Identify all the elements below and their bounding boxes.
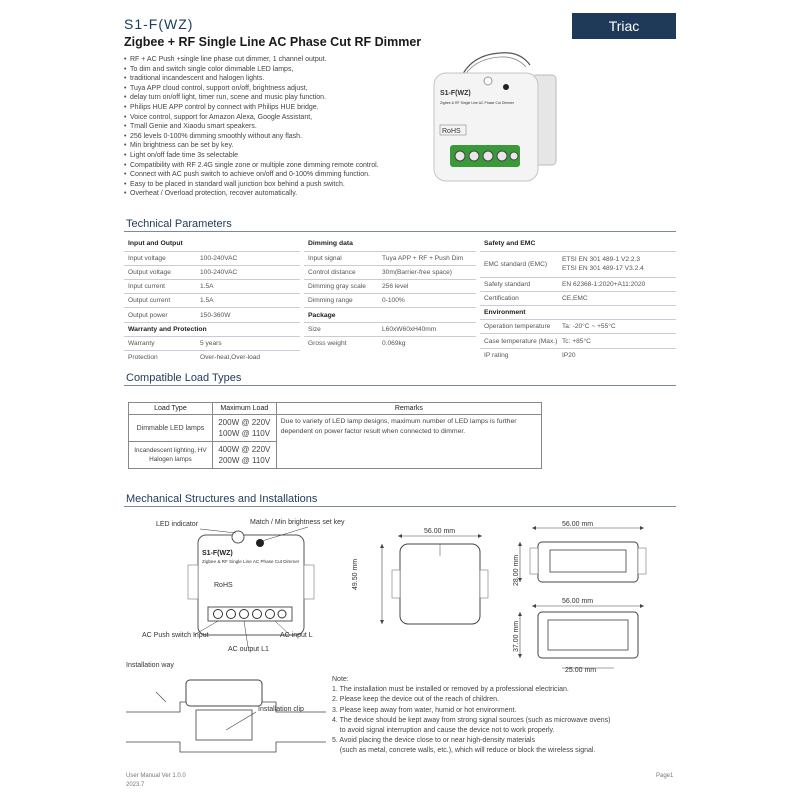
spec-value: 0-100% (378, 294, 476, 308)
install-clip-label: Installation clip (258, 706, 304, 713)
spec-label: Certification (480, 291, 558, 305)
feature-item: • Min brightness can be set by key. (124, 141, 454, 151)
load-header-type: Load Type (129, 403, 213, 415)
device-subtitle-text: Zigbee & RF Single Line AC Phase Cut Dimmer (440, 101, 515, 105)
dim-height-1: 49.50 mm (352, 558, 359, 590)
load-header-remarks: Remarks (276, 403, 541, 415)
note-item: 4. The device should be kept away from strong signal sources (such as microwave ovens) (332, 716, 611, 724)
spec-label: Safety standard (480, 277, 558, 291)
spec-table-safety (480, 237, 676, 362)
spec-section-header: Safety and EMC (484, 240, 536, 248)
label-ac-input: AC input L (280, 632, 313, 639)
spec-label: Control distance (304, 265, 378, 279)
device-rohs-text: RoHS (442, 128, 461, 135)
spec-label: IP rating (480, 348, 558, 362)
note-item: 2. Please keep the device out of the reach of children. (332, 696, 499, 704)
dim-width-1: 56.00 mm (424, 528, 456, 535)
spec-table-io (124, 237, 300, 365)
dim-width-2: 56.00 mm (562, 521, 594, 528)
label-ac-output: AC output L1 (228, 646, 269, 653)
spec-section-header: Warranty and Protection (124, 322, 300, 336)
spec-label: Output voltage (124, 265, 196, 279)
notes-title: Note: (332, 676, 349, 683)
spec-section-header: Environment (480, 306, 676, 320)
spec-label: Size (304, 322, 378, 336)
spec-section-header: Dimming data (308, 240, 353, 248)
note-item: 1. The installation must be installed or removed by a professional electrician. (332, 686, 569, 694)
feature-item: • Compatibility with RF 2.4G single zone or multiple zone dimming remote control. (124, 161, 454, 171)
spec-value: 150-360W (196, 308, 300, 322)
feature-item: • RF + AC Push +single line phase cut dimmer, 1 channel output. (124, 55, 454, 65)
spec-value: Over-heat,Over-load (196, 351, 300, 365)
spec-value: L60xW60xH40mm (378, 322, 476, 336)
spec-label: Input voltage (124, 251, 196, 265)
spec-label: Gross weight (304, 336, 378, 350)
note-item: (such as metal, concrete walls, etc.), which will reduce or block the wireless signal. (332, 747, 596, 755)
feature-item: • To dim and switch single color dimmable LED lamps, (124, 65, 454, 75)
spec-value: Tc: +85°C (558, 334, 676, 348)
spec-value: 0.069kg (378, 336, 476, 350)
spec-section-header: Package (304, 308, 476, 322)
spec-label: Case temperature (Max.) (480, 334, 558, 348)
technical-title: Technical Parameters (126, 218, 232, 230)
load-remarks: Due to variety of LED lamp designs, maximum number of LED lamps is further dependent on power factor result when connected to dimmer. (276, 415, 541, 469)
dim-width-4: 25.00 mm (565, 667, 597, 674)
mechanical-rule (124, 506, 676, 507)
feature-item: • Tuya APP cloud control, support on/off, brightness adjust, (124, 84, 454, 94)
spec-value: 1.5A (196, 294, 300, 308)
spec-label: Input signal (304, 251, 378, 265)
mechanical-title: Mechanical Structures and Installations (126, 493, 318, 505)
spec-label: Dimming range (304, 294, 378, 308)
dimension-diagram-bottom (510, 598, 670, 678)
label-ac-push: AC Push switch Input (142, 632, 209, 639)
note-item: to avoid signal interruption and cause the device not to work properly. (332, 727, 555, 735)
device-model-text: S1-F(WZ) (440, 90, 471, 97)
spec-section-header: Input and Output (128, 240, 183, 248)
spec-value: Tuya APP + RF + Push Dim (378, 251, 476, 265)
spec-value: ETSI EN 301 489-1 V2.2.3 ETSI EN 301 489-17 V3.2.4 (558, 251, 676, 277)
compatible-rule (124, 385, 676, 386)
front-model-text: S1-F(WZ) (202, 550, 233, 557)
dim-height-3: 37.00 mm (513, 620, 520, 652)
spec-label: Operation temperature (480, 320, 558, 334)
spec-label: Input current (124, 280, 196, 294)
spec-value: IP20 (558, 348, 676, 362)
footer-manual: User Manual Ver 1.0.0 (126, 773, 186, 779)
load-type-led: Dimmable LED lamps (129, 415, 213, 442)
feature-item: • delay turn on/off light, timer run, scene and music play function. (124, 93, 454, 103)
spec-value: EN 62368-1:2020+A11:2020 (558, 277, 676, 291)
front-subtitle-text: Zigbee & RF Single Line AC Phase Cut Dimmer (202, 559, 300, 564)
spec-value: 5 years (196, 336, 300, 350)
footer-year: 2023.7 (126, 782, 145, 788)
product-subtitle: Zigbee + RF Single Line AC Phase Cut RF Dimmer (124, 35, 422, 49)
feature-item: • Easy to be placed in standard wall junction box behind a push switch. (124, 180, 454, 190)
feature-item: • Connect with AC push switch to achieve on/off and 0-100% dimming function. (124, 170, 454, 180)
load-header-max: Maximum Load (212, 403, 276, 415)
label-led-indicator: LED indicator (156, 521, 199, 528)
spec-label: Dimming gray scale (304, 280, 378, 294)
spec-label: Output power (124, 308, 196, 322)
notes-block (332, 675, 662, 757)
load-type-incandescent: Incandescent lighting, HV Halogen lamps (129, 442, 213, 469)
spec-value: 30m(Barrier-free space) (378, 265, 476, 279)
device-photo (430, 45, 570, 195)
dimension-diagram-side (510, 520, 670, 600)
note-item: 5. Avoid placing the device close to or near high-density materials (332, 737, 535, 745)
spec-label: Protection (124, 351, 196, 365)
feature-item: • Philips HUE APP control by connect with Philips HUE bridge. (124, 103, 454, 113)
compatible-title: Compatible Load Types (126, 372, 242, 384)
spec-label: Warranty (124, 336, 196, 350)
dimension-diagram-front (368, 524, 498, 654)
technical-rule (124, 231, 676, 232)
spec-value: 100-240VAC (196, 251, 300, 265)
feature-item: • traditional incandescent and halogen lights. (124, 74, 454, 84)
feature-item: • Voice control, support for Amazon Alexa, Google Assistant, (124, 113, 454, 123)
load-max-incandescent: 400W @ 220V 200W @ 110V (212, 442, 276, 469)
label-match-key: Match / Min brightness set key (250, 519, 345, 526)
spec-label: Output current (124, 294, 196, 308)
spec-value: 100-240VAC (196, 265, 300, 279)
spec-label: EMC standard (EMC) (480, 251, 558, 277)
installation-diagram (126, 672, 326, 772)
feature-item: • Light on/off fade time 3s selectable (124, 151, 454, 161)
load-max-led: 200W @ 220V 100W @ 110V (212, 415, 276, 442)
footer-page: Page1 (656, 773, 674, 779)
spec-value: CE,EMC (558, 291, 676, 305)
triac-badge: Triac (572, 13, 676, 39)
spec-table-dimming (304, 237, 476, 351)
front-rohs-text: RoHS (214, 582, 233, 589)
feature-item: • Tmall Genie and Xiaodu smart speakers. (124, 122, 454, 132)
dim-width-3: 56.00 mm (562, 598, 594, 605)
dim-height-2: 28.00 mm (513, 554, 520, 586)
load-table (128, 402, 542, 469)
spec-value: Ta: -20°C ~ +55°C (558, 320, 676, 334)
feature-item: • 256 levels 0-100% dimming smoothly without any flash. (124, 132, 454, 142)
spec-value: 1.5A (196, 280, 300, 294)
note-item: 3. Please keep away from water, humid or hot environment. (332, 706, 517, 714)
feature-list (124, 55, 454, 199)
spec-value: 256 level (378, 280, 476, 294)
install-title: Installation way (126, 662, 174, 669)
feature-item: • Overheat / Overload protection, recover automatically. (124, 189, 454, 199)
product-model: S1-F(WZ) (124, 16, 194, 32)
